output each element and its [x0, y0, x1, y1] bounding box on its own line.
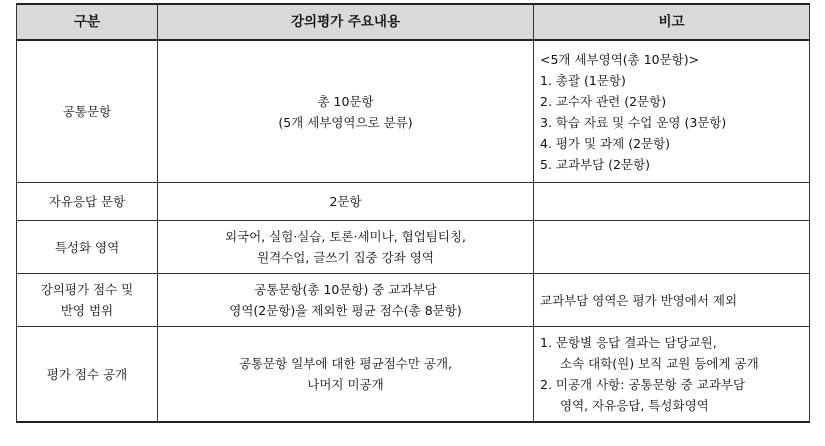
row-category: 평가 점수 공개 — [17, 327, 158, 423]
table-header-row — [17, 4, 810, 40]
row-category — [17, 274, 158, 327]
note-line: 소속 대학(원) 보직 교원 등에게 공개 — [560, 356, 759, 371]
header-category: 구분 — [17, 4, 158, 40]
note-line: 2. 교수자 관련 (2문항) — [540, 93, 667, 109]
content-line: 공통문항 일부에 대한 평균점수만 공개, — [238, 356, 453, 371]
category-line: 강의평가 점수 및 — [40, 282, 134, 297]
note-line: 교과부담 영역은 평가 반영에서 제외 — [540, 292, 738, 308]
note-line: 영역, 자유응답, 특성화영역 — [560, 398, 709, 413]
note-line: <5개 세부영역(총 10문항)> — [540, 51, 700, 67]
header-content: 강의평가 주요내용 — [158, 4, 534, 40]
content-line: 영역(2문항)을 제외한 평균 점수(총 8문항) — [229, 303, 462, 318]
row-category: 공통문항 — [17, 40, 158, 183]
header-note: 비고 — [534, 4, 810, 40]
lecture-evaluation-table — [16, 3, 810, 423]
row-content — [158, 183, 534, 221]
note-line: 3. 학습 자료 및 수업 운영 (3문항) — [540, 114, 727, 130]
row-category: 자유응답 문항 — [17, 183, 158, 221]
row-content — [158, 274, 534, 327]
content-line: 나머지 미공개 — [307, 377, 384, 392]
row-content — [158, 40, 534, 183]
content-line: (5개 세부영역으로 분류) — [278, 114, 413, 130]
table-row — [17, 183, 810, 221]
row-note — [534, 183, 810, 221]
content-line: 원격수업, 글쓰기 집중 강좌 영역 — [257, 250, 434, 265]
row-content — [158, 327, 534, 423]
row-note — [534, 274, 810, 327]
content-line: 공통문항(총 10문항) 중 교과부담 — [254, 282, 437, 297]
row-note — [534, 327, 810, 423]
row-category: 특성화 영역 — [17, 221, 158, 274]
row-content — [158, 221, 534, 274]
note-line: 2. 미공개 사항: 공통문항 중 교과부담 — [540, 377, 746, 392]
note-line: 4. 평가 및 과제 (2문항) — [540, 135, 671, 151]
category-line: 반영 범위 — [60, 303, 114, 318]
row-note — [534, 221, 810, 274]
row-note — [534, 40, 810, 183]
table-row — [17, 221, 810, 274]
note-line: 1. 총괄 (1문항) — [540, 72, 626, 88]
table-row — [17, 274, 810, 327]
table-row — [17, 327, 810, 423]
content-line: 외국어, 실험·실습, 토론·세미나, 협업팀티칭, — [224, 229, 467, 244]
table-row — [17, 40, 810, 183]
content-line: 2문항 — [329, 194, 362, 209]
content-line: 총 10문항 — [317, 93, 374, 109]
note-line: 5. 교과부담 (2문항) — [540, 156, 651, 172]
note-line: 1. 문항별 응답 결과는 담당교원, — [540, 335, 717, 350]
